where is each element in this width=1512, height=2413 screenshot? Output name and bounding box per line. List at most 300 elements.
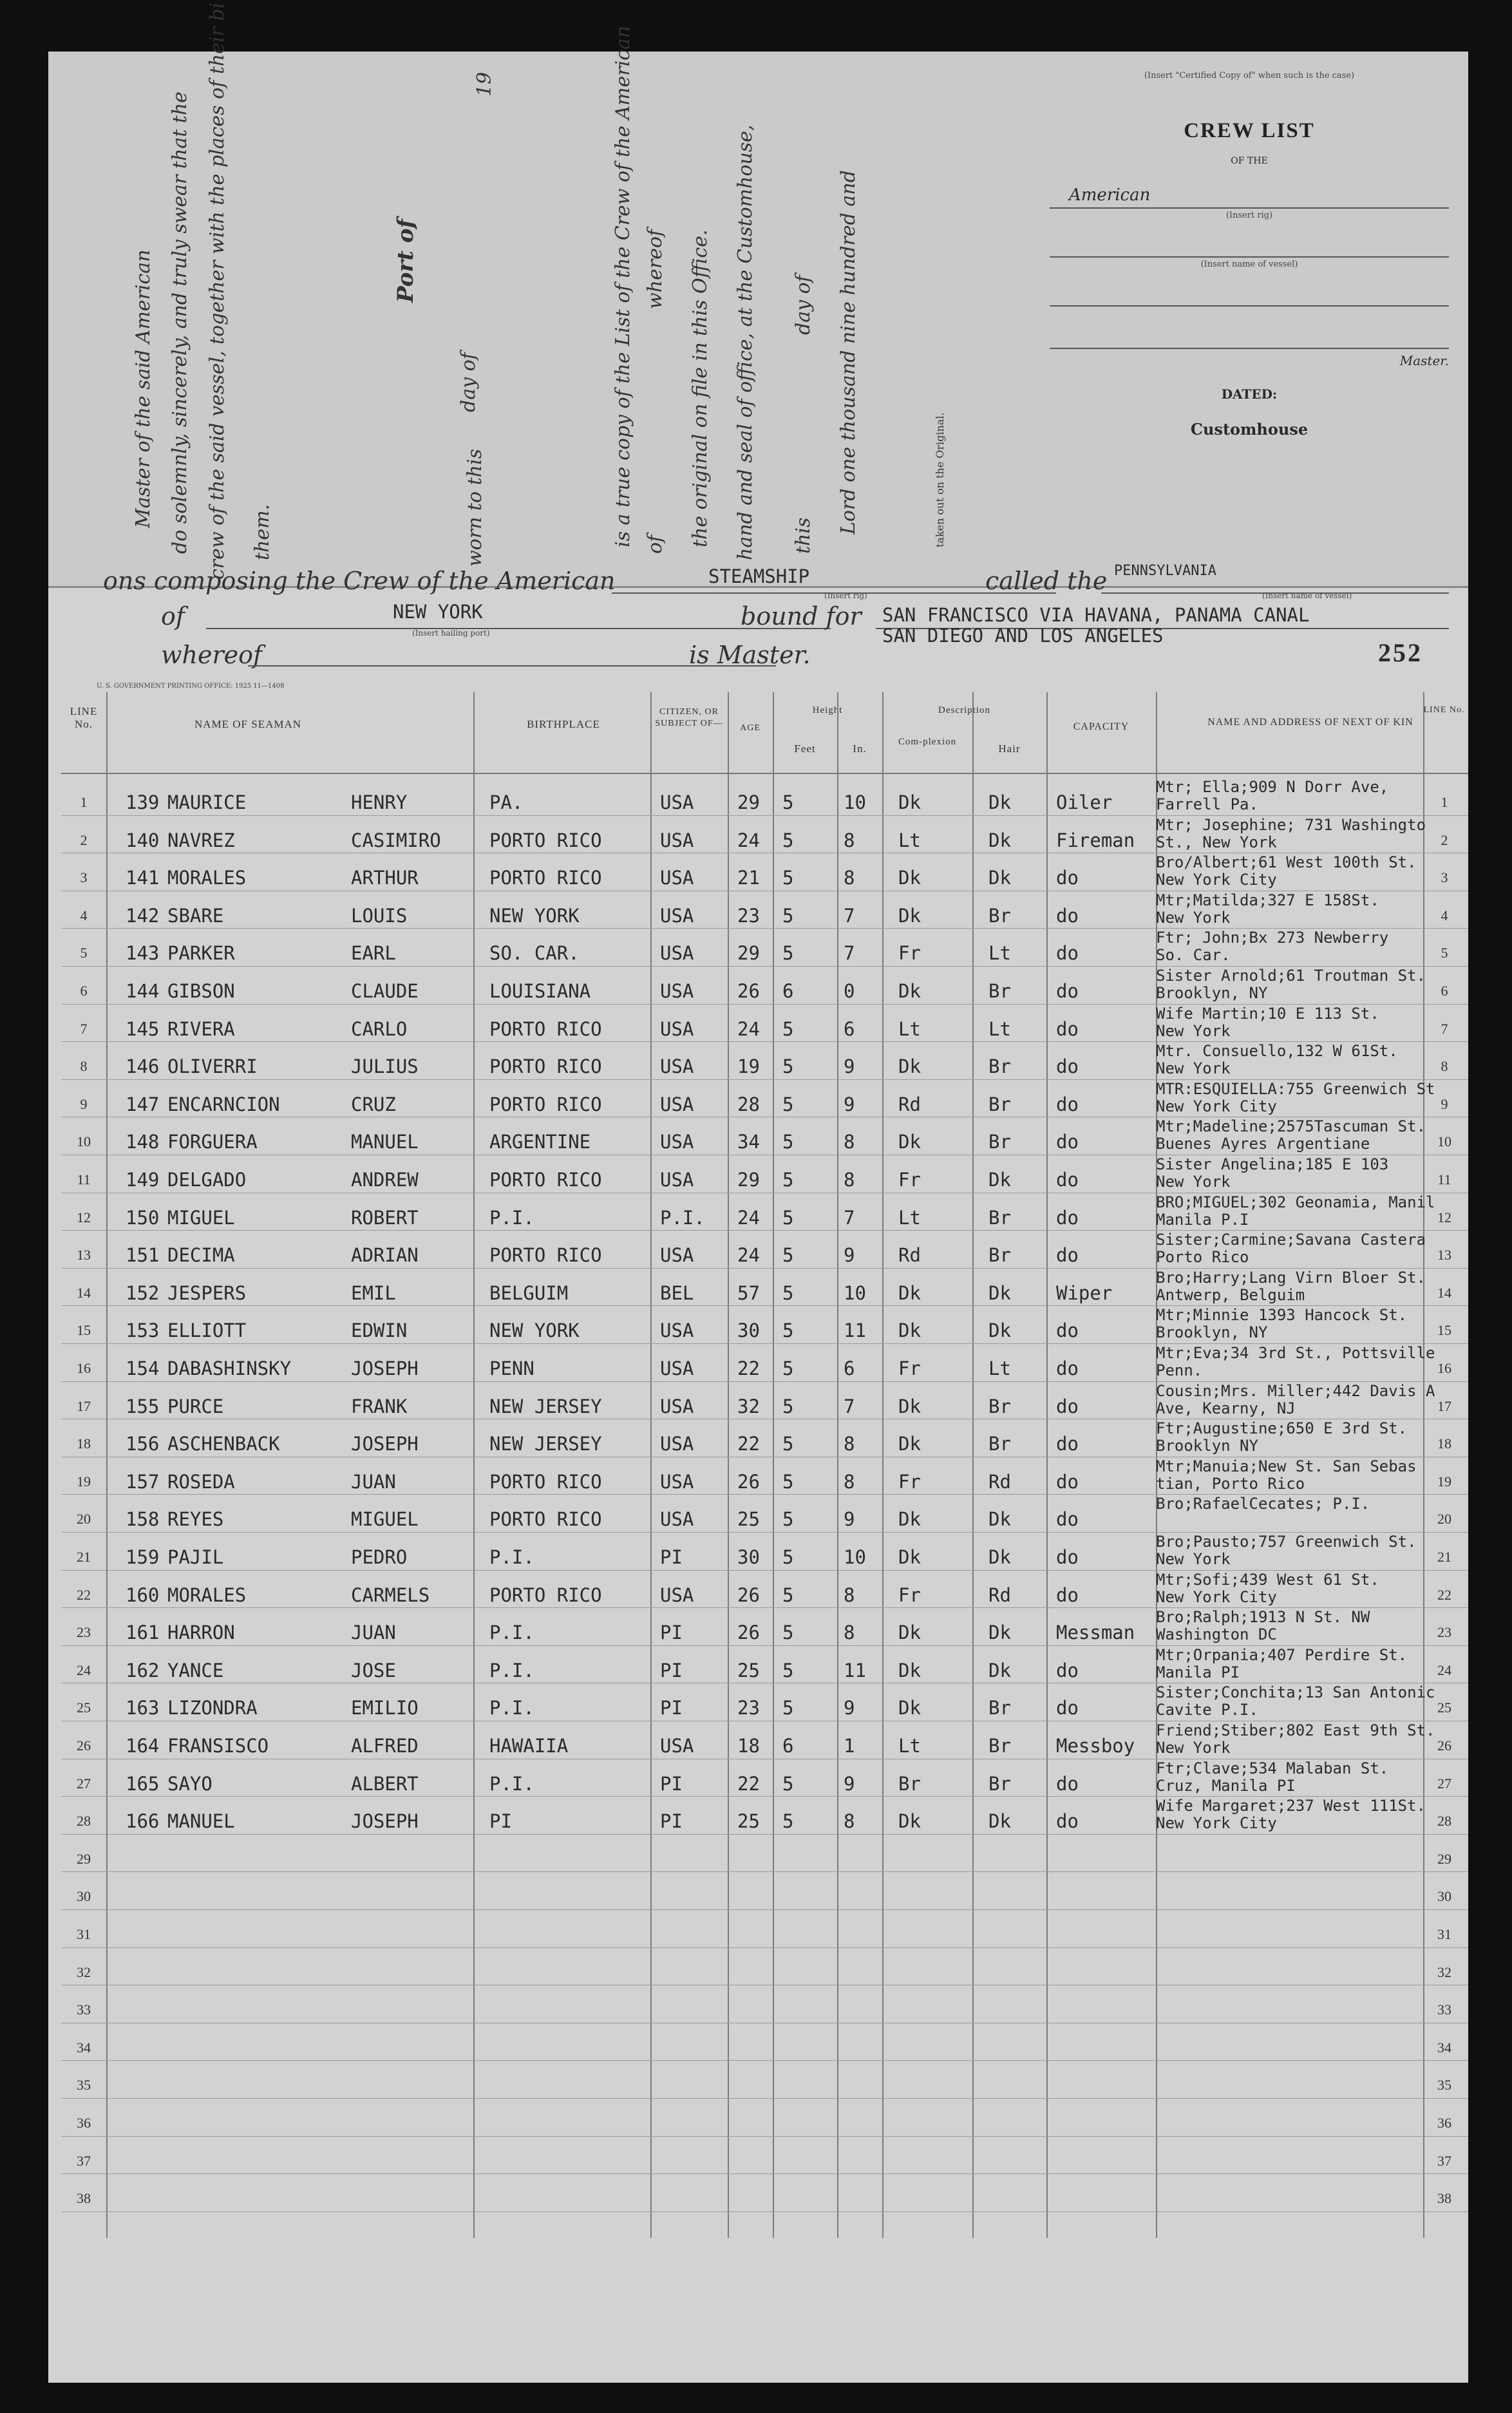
- oath-line: them.: [251, 504, 274, 560]
- seaman-surname: MIGUEL: [167, 1206, 235, 1229]
- citizen-cell: USA: [660, 1055, 694, 1078]
- birthplace-cell: PORTO RICO: [489, 1584, 602, 1606]
- table-row: [61, 1683, 1468, 1726]
- seaman-given-name: CLAUDE: [351, 980, 419, 1002]
- seaman-given-name: JUAN: [351, 1622, 396, 1644]
- next-of-kin-cell: Wife Margaret;237 West 111St. New York City: [1156, 1797, 1426, 1833]
- inches-cell: 0: [844, 980, 855, 1002]
- complexion-cell: Rd: [898, 1093, 921, 1115]
- seaman-given-name: MANUEL: [351, 1131, 419, 1153]
- next-of-kin-cell: Ftr;Augustine;650 E 3rd St. Brooklyn NY: [1156, 1419, 1408, 1455]
- capacity-cell: do: [1056, 1017, 1079, 1040]
- complexion-cell: Fr: [898, 942, 921, 965]
- inches-cell: 9: [844, 1508, 855, 1531]
- destination-line2: SAN DIEGO AND LOS ANGELES: [882, 625, 1164, 647]
- seaman-surname: ENCARNCION: [167, 1093, 280, 1115]
- capacity-cell: do: [1056, 1810, 1079, 1833]
- feet-cell: 5: [782, 1017, 794, 1040]
- seaman-given-name: HENRY: [351, 791, 408, 813]
- customhouse-label: Customhouse: [1190, 420, 1309, 439]
- line-number-right: 12: [1437, 1209, 1451, 1225]
- capacity-cell: do: [1056, 1395, 1079, 1417]
- feet-cell: 5: [782, 1810, 794, 1833]
- inches-cell: 9: [844, 1093, 855, 1115]
- line-number: 35: [77, 2077, 91, 2094]
- table-row: [61, 1721, 1468, 1764]
- seaman-number: 164: [126, 1735, 160, 1757]
- line-number-right: 16: [1437, 1360, 1451, 1376]
- next-of-kin-cell: Ftr;Clave;534 Malaban St. Cruz, Manila PI: [1156, 1759, 1389, 1795]
- oath-line: whereof: [644, 229, 666, 309]
- hair-cell: Br: [988, 1093, 1011, 1115]
- table-row: [61, 1953, 1468, 1991]
- seaman-given-name: FRANK: [351, 1395, 408, 1417]
- seaman-surname: PARKER: [167, 942, 235, 965]
- oath-line: the original on file in this Office.: [689, 229, 712, 547]
- citizen-cell: PI: [660, 1622, 683, 1644]
- oath-line: is a true copy of the List of the Crew of the American: [612, 25, 634, 547]
- next-of-kin-cell: Bro/Albert;61 West 100th St. New York City: [1156, 853, 1417, 889]
- inches-cell: 9: [844, 1697, 855, 1719]
- next-of-kin-cell: Mtr; Ella;909 N Dorr Ave, Farrell Pa.: [1156, 778, 1389, 813]
- feet-cell: 6: [782, 980, 794, 1002]
- citizen-cell: USA: [660, 1470, 694, 1493]
- hair-cell: Lt: [988, 1017, 1011, 1040]
- dated-label: DATED:: [1221, 386, 1278, 402]
- complexion-cell: Dk: [898, 980, 921, 1002]
- seaman-given-name: MIGUEL: [351, 1508, 419, 1531]
- table-row: [61, 1231, 1468, 1273]
- seaman-given-name: EARL: [351, 942, 396, 965]
- citizen-cell: USA: [660, 1584, 694, 1606]
- complexion-cell: Dk: [898, 1810, 921, 1833]
- hair-cell: Lt: [988, 942, 1011, 965]
- feet-cell: 5: [782, 1206, 794, 1229]
- feet-cell: 5: [782, 1395, 794, 1417]
- inches-cell: 10: [844, 1282, 866, 1304]
- capacity-cell: do: [1056, 1131, 1079, 1153]
- table-row: [61, 1457, 1468, 1500]
- citizen-cell: USA: [660, 1395, 694, 1417]
- feet-cell: 5: [782, 904, 794, 927]
- line-number-right: 37: [1437, 2152, 1451, 2169]
- next-of-kin-cell: Mtr;Matilda;327 E 158St. New York: [1156, 891, 1379, 927]
- birthplace-cell: PORTO RICO: [489, 829, 602, 851]
- line-number-right: 36: [1437, 2115, 1451, 2131]
- birthplace-cell: PORTO RICO: [489, 1169, 602, 1191]
- capacity-cell: do: [1056, 1470, 1079, 1493]
- birthplace-cell: PORTO RICO: [489, 1093, 602, 1115]
- hair-cell: Br: [988, 1772, 1011, 1795]
- complexion-cell: Fr: [898, 1470, 921, 1493]
- citizen-cell: USA: [660, 1320, 694, 1342]
- inches-cell: 8: [844, 1131, 855, 1153]
- birthplace-cell: P.I.: [489, 1659, 534, 1681]
- line-number: 27: [77, 1775, 91, 1792]
- seaman-number: 142: [126, 904, 160, 927]
- hair-cell: Dk: [988, 1622, 1011, 1644]
- seaman-surname: LIZONDRA: [167, 1697, 258, 1719]
- seaman-number: 153: [126, 1320, 160, 1342]
- citizen-cell: USA: [660, 1735, 694, 1757]
- hair-cell: Rd: [988, 1470, 1011, 1493]
- vessel-sublabel: (Insert name of vessel): [1262, 591, 1352, 600]
- age-cell: 21: [737, 867, 760, 889]
- complexion-cell: Lt: [898, 1017, 921, 1040]
- seaman-given-name: ALFRED: [351, 1735, 419, 1757]
- feet-cell: 5: [782, 1093, 794, 1115]
- capacity-cell: do: [1056, 1508, 1079, 1531]
- seaman-surname: REYES: [167, 1508, 224, 1531]
- line-number: 36: [77, 2115, 91, 2131]
- seaman-number: 150: [126, 1206, 160, 1229]
- birthplace-cell: LOUISIANA: [489, 980, 591, 1002]
- line-number-right: 33: [1437, 2001, 1451, 2018]
- inches-cell: 7: [844, 942, 855, 965]
- next-of-kin-cell: MTR:ESQUIELLA:755 Greenwich St New York City: [1156, 1079, 1435, 1115]
- line-number: 4: [80, 907, 88, 923]
- seaman-number: 147: [126, 1093, 160, 1115]
- line-number: 38: [77, 2190, 91, 2207]
- citizen-cell: USA: [660, 791, 694, 813]
- feet-cell: 5: [782, 1772, 794, 1795]
- capacity-cell: do: [1056, 1546, 1079, 1568]
- col-line-no: LINE No.: [70, 705, 98, 730]
- birthplace-cell: SO. CAR.: [489, 942, 580, 965]
- seaman-surname: RIVERA: [167, 1017, 235, 1040]
- complexion-cell: Fr: [898, 1584, 921, 1606]
- line-number: 13: [77, 1247, 91, 1263]
- inches-cell: 10: [844, 791, 866, 813]
- age-cell: 24: [737, 1017, 760, 1040]
- seaman-given-name: CASIMIRO: [351, 829, 441, 851]
- seaman-surname: ASCHENBACK: [167, 1433, 280, 1455]
- line-number-right: 20: [1437, 1511, 1451, 1528]
- vessel-value: PENNSYLVANIA: [1114, 563, 1216, 579]
- col-capacity: CAPACITY: [1073, 721, 1129, 732]
- seaman-number: 151: [126, 1244, 160, 1267]
- hair-cell: Dk: [988, 867, 1011, 889]
- age-cell: 34: [737, 1131, 760, 1153]
- table-row: [61, 778, 1468, 820]
- complexion-cell: Lt: [898, 1735, 921, 1757]
- line-number: 7: [80, 1020, 88, 1037]
- inches-cell: 11: [844, 1659, 866, 1681]
- citizen-cell: PI: [660, 1659, 683, 1681]
- seaman-number: 145: [126, 1017, 160, 1040]
- line-number-right: 19: [1437, 1473, 1451, 1490]
- next-of-kin-cell: Sister Arnold;61 Troutman St. Brooklyn, NY: [1156, 967, 1426, 1002]
- line-number-right: 8: [1441, 1058, 1448, 1075]
- inches-cell: 9: [844, 1055, 855, 1078]
- hair-cell: Br: [988, 1055, 1011, 1078]
- american-label: American: [1069, 185, 1151, 205]
- hair-cell: Dk: [988, 1546, 1011, 1568]
- complexion-cell: Dk: [898, 1546, 921, 1568]
- seaman-surname: NAVREZ: [167, 829, 235, 851]
- hair-cell: Br: [988, 1395, 1011, 1417]
- line-number-right: 6: [1441, 983, 1448, 999]
- citizen-cell: USA: [660, 867, 694, 889]
- birthplace-cell: BELGUIM: [489, 1282, 569, 1304]
- line-number: 17: [77, 1397, 91, 1414]
- seaman-number: 143: [126, 942, 160, 965]
- seaman-given-name: JUAN: [351, 1470, 396, 1493]
- seaman-surname: HARRON: [167, 1622, 235, 1644]
- oath-line: worn to this: [464, 449, 486, 567]
- hair-cell: Dk: [988, 1508, 1011, 1531]
- seaman-given-name: ARTHUR: [351, 867, 419, 889]
- line-number: 21: [77, 1549, 91, 1565]
- line-number-right: 7: [1441, 1020, 1448, 1037]
- complexion-cell: Dk: [898, 1433, 921, 1455]
- age-cell: 23: [737, 904, 760, 927]
- seaman-given-name: ADRIAN: [351, 1244, 419, 1267]
- feet-cell: 5: [782, 1282, 794, 1304]
- called-the-label: called the: [985, 567, 1108, 595]
- next-of-kin-cell: Cousin;Mrs. Miller;442 Davis A Ave, Kearny, NJ: [1156, 1381, 1435, 1417]
- table-row: [61, 1117, 1468, 1160]
- complexion-cell: Dk: [898, 1622, 921, 1644]
- destination-line1: SAN FRANCISCO VIA HAVANA, PANAMA CANAL: [882, 604, 1310, 626]
- age-cell: 22: [737, 1433, 760, 1455]
- line-number: 12: [77, 1209, 91, 1225]
- age-cell: 26: [737, 1622, 760, 1644]
- age-cell: 26: [737, 980, 760, 1002]
- col-name: NAME OF SEAMAN: [194, 718, 302, 730]
- capacity-cell: do: [1056, 1358, 1079, 1379]
- crew-list-title: CREW LIST: [1184, 119, 1315, 142]
- line-number-right: 23: [1437, 1624, 1451, 1641]
- line-number-right: 10: [1437, 1133, 1451, 1150]
- line-number-right: 31: [1437, 1926, 1451, 1942]
- line-number: 22: [77, 1586, 91, 1603]
- citizen-cell: USA: [660, 1017, 694, 1040]
- citizen-cell: USA: [660, 904, 694, 927]
- line-number: 23: [77, 1624, 91, 1641]
- next-of-kin-cell: Mtr. Consuello,132 W 61St. New York: [1156, 1042, 1398, 1078]
- seaman-surname: OLIVERRI: [167, 1055, 258, 1078]
- hair-cell: Dk: [988, 829, 1011, 851]
- feet-cell: 5: [782, 1169, 794, 1191]
- next-of-kin-cell: Mtr;Madeline;2575Tascuman St. Buenes Ayres Argentiane: [1156, 1117, 1426, 1153]
- oath-line: this: [792, 517, 815, 554]
- table-row: [61, 1079, 1468, 1122]
- age-cell: 30: [737, 1320, 760, 1342]
- inches-cell: 9: [844, 1244, 855, 1267]
- line-number-right: 15: [1437, 1322, 1451, 1339]
- birthplace-cell: P.I.: [489, 1546, 534, 1568]
- table-row: [61, 1645, 1468, 1689]
- oath-line: day of: [457, 352, 480, 412]
- table-row: [61, 1193, 1468, 1236]
- seaman-surname: DECIMA: [167, 1244, 235, 1267]
- inches-cell: 8: [844, 1433, 855, 1455]
- birthplace-cell: P.I.: [489, 1772, 534, 1795]
- oath-line: Master of the said American: [132, 249, 155, 528]
- line-number-right: 38: [1437, 2190, 1451, 2207]
- seaman-given-name: JOSE: [351, 1659, 396, 1681]
- capacity-cell: do: [1056, 980, 1079, 1002]
- birthplace-cell: HAWAIIA: [489, 1735, 569, 1757]
- capacity-cell: do: [1056, 1055, 1079, 1078]
- age-cell: 19: [737, 1055, 760, 1078]
- seaman-surname: ROSEDA: [167, 1470, 235, 1493]
- of-label: of: [161, 602, 185, 630]
- birthplace-cell: P.I.: [489, 1622, 534, 1644]
- feet-cell: 5: [782, 1320, 794, 1342]
- seaman-surname: PURCE: [167, 1395, 224, 1417]
- citizen-cell: P.I.: [660, 1206, 705, 1229]
- inches-cell: 8: [844, 829, 855, 851]
- birthplace-cell: ARGENTINE: [489, 1131, 591, 1153]
- table-row: [61, 2103, 1468, 2141]
- line-number: 19: [77, 1473, 91, 1490]
- header-line1: ons composing the Crew of the American: [103, 567, 616, 595]
- table-row: [61, 1990, 1468, 2028]
- oath-line: day of: [792, 275, 815, 335]
- port-value: NEW YORK: [393, 601, 483, 623]
- line-number-right: 2: [1441, 831, 1448, 848]
- table-row: [61, 1533, 1468, 1575]
- seaman-number: 159: [126, 1546, 160, 1568]
- feet-cell: 5: [782, 1697, 794, 1719]
- age-cell: 22: [737, 1772, 760, 1795]
- hair-cell: Br: [988, 1735, 1011, 1757]
- citizen-cell: USA: [660, 1131, 694, 1153]
- line-number: 28: [77, 1813, 91, 1830]
- next-of-kin-cell: Sister Angelina;185 E 103 New York: [1156, 1155, 1389, 1191]
- citizen-cell: BEL: [660, 1282, 694, 1304]
- table-row: [61, 1004, 1468, 1047]
- seaman-given-name: LOUIS: [351, 904, 408, 927]
- capacity-cell: do: [1056, 1697, 1079, 1719]
- col-complexion: Com-plexion: [898, 737, 957, 747]
- feet-cell: 5: [782, 1433, 794, 1455]
- printer-note: U. S. GOVERNMENT PRINTING OFFICE: 1925 11—1408: [97, 683, 285, 690]
- line-number-right: 3: [1441, 869, 1448, 886]
- seaman-surname: JESPERS: [167, 1282, 247, 1304]
- seaman-number: 161: [126, 1622, 160, 1644]
- citizen-cell: PI: [660, 1772, 683, 1795]
- seaman-surname: SAYO: [167, 1772, 213, 1795]
- seaman-surname: FRANSISCO: [167, 1735, 269, 1757]
- birthplace-cell: PORTO RICO: [489, 1470, 602, 1493]
- hair-cell: Dk: [988, 1320, 1011, 1342]
- seaman-given-name: EDWIN: [351, 1320, 408, 1342]
- col-birthplace: BIRTHPLACE: [527, 718, 600, 730]
- inches-cell: 9: [844, 1772, 855, 1795]
- table-row: [61, 891, 1468, 934]
- line-number-right: 21: [1437, 1549, 1451, 1565]
- next-of-kin-cell: Mtr;Orpania;407 Perdire St. Manila PI: [1156, 1645, 1408, 1681]
- feet-cell: 5: [782, 1622, 794, 1644]
- line-number-right: 9: [1441, 1095, 1448, 1112]
- line-number-right: 5: [1441, 945, 1448, 961]
- complexion-cell: Dk: [898, 1131, 921, 1153]
- table-row: [61, 1759, 1468, 1802]
- line-number-right: 24: [1437, 1661, 1451, 1678]
- feet-cell: 5: [782, 829, 794, 851]
- inches-cell: 8: [844, 1810, 855, 1833]
- seaman-given-name: ALBERT: [351, 1772, 419, 1795]
- table-row: [61, 967, 1468, 1009]
- citizen-cell: USA: [660, 1093, 694, 1115]
- col-description: Description: [938, 705, 990, 715]
- seaman-surname: MORALES: [167, 867, 247, 889]
- table-row: [61, 815, 1468, 858]
- citizen-cell: USA: [660, 942, 694, 965]
- table-row: [61, 1797, 1468, 1839]
- birthplace-cell: PENN: [489, 1358, 534, 1379]
- oath-line: taken out on the Original.: [934, 412, 946, 547]
- complexion-cell: Rd: [898, 1244, 921, 1267]
- table-row: [61, 1570, 1468, 1613]
- oath-line: hand and seal of office, at the Customhouse,: [734, 124, 757, 560]
- age-cell: 29: [737, 942, 760, 965]
- seaman-given-name: EMILIO: [351, 1697, 419, 1719]
- complexion-cell: Dk: [898, 867, 921, 889]
- seaman-number: 139: [126, 791, 160, 813]
- feet-cell: 5: [782, 791, 794, 813]
- line-number: 26: [77, 1737, 91, 1754]
- age-cell: 28: [737, 1093, 760, 1115]
- seaman-surname: YANCE: [167, 1659, 224, 1681]
- line-number: 2: [80, 831, 88, 848]
- hair-cell: Dk: [988, 1282, 1011, 1304]
- birthplace-cell: PORTO RICO: [489, 1055, 602, 1078]
- capacity-cell: do: [1056, 867, 1079, 889]
- line-number: 30: [77, 1888, 91, 1905]
- rig-value: STEAMSHIP: [708, 565, 810, 587]
- age-cell: 18: [737, 1735, 760, 1757]
- age-cell: 32: [737, 1395, 760, 1417]
- seaman-number: 148: [126, 1131, 160, 1153]
- age-cell: 26: [737, 1584, 760, 1606]
- next-of-kin-cell: Ftr; John;Bx 273 Newberry So. Car.: [1156, 929, 1389, 965]
- capacity-cell: Fireman: [1056, 829, 1135, 851]
- age-cell: 30: [737, 1546, 760, 1568]
- seaman-number: 156: [126, 1433, 160, 1455]
- next-of-kin-cell: Friend;Stiber;802 East 9th St. New York: [1156, 1721, 1435, 1757]
- seaman-surname: ELLIOTT: [167, 1320, 247, 1342]
- table-row: [61, 2141, 1468, 2179]
- inches-cell: 8: [844, 1584, 855, 1606]
- capacity-cell: do: [1056, 942, 1079, 965]
- table-row: [61, 1608, 1468, 1651]
- inches-cell: 8: [844, 1470, 855, 1493]
- citizen-cell: USA: [660, 1358, 694, 1379]
- table-row: [61, 1306, 1468, 1348]
- seaman-surname: GIBSON: [167, 980, 235, 1002]
- birthplace-cell: NEW JERSEY: [489, 1395, 602, 1417]
- next-of-kin-cell: BRO;MIGUEL;302 Geonamia, Manil Manila P.I: [1156, 1193, 1435, 1229]
- seaman-given-name: EMIL: [351, 1282, 396, 1304]
- line-number: 1: [80, 794, 88, 810]
- inches-cell: 11: [844, 1320, 866, 1342]
- seaman-number: 152: [126, 1282, 160, 1304]
- seaman-given-name: JOSEPH: [351, 1433, 419, 1455]
- hair-cell: Lt: [988, 1358, 1011, 1379]
- seaman-number: 157: [126, 1470, 160, 1493]
- line-number: 8: [80, 1058, 88, 1075]
- complexion-cell: Dk: [898, 1659, 921, 1681]
- is-master-label: is Master.: [689, 641, 811, 669]
- col-kin: NAME AND ADDRESS OF NEXT OF KIN: [1207, 717, 1413, 728]
- seaman-surname: MANUEL: [167, 1810, 235, 1833]
- table-row: [61, 1268, 1468, 1311]
- next-of-kin-cell: Mtr;Eva;34 3rd St., Pottsville Penn.: [1156, 1344, 1435, 1379]
